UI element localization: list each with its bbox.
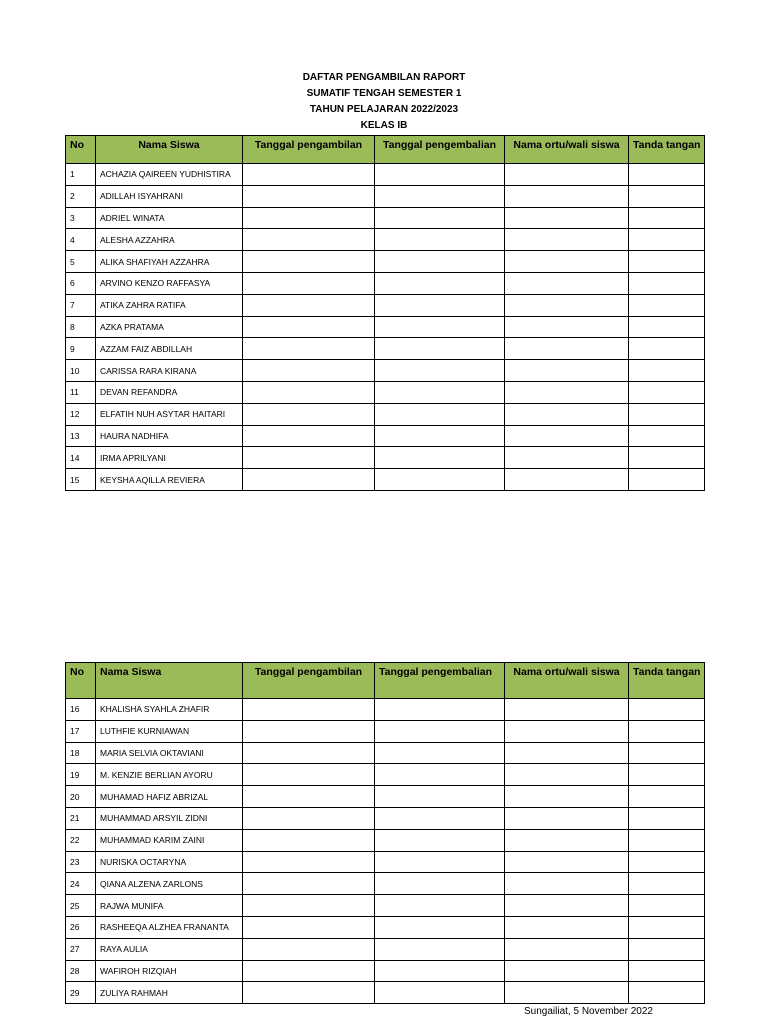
cell-return-date bbox=[375, 229, 505, 251]
table-row bbox=[66, 807, 705, 829]
cell-parent-name bbox=[505, 447, 629, 469]
cell-no: 5 bbox=[66, 251, 96, 273]
cell-parent-name bbox=[505, 938, 629, 960]
cell-no: 23 bbox=[66, 851, 96, 873]
cell-pickup-date bbox=[243, 764, 375, 786]
cell-pickup-date bbox=[243, 916, 375, 938]
cell-parent-name bbox=[505, 403, 629, 425]
cell-student-name: QIANA ALZENA ZARLONS bbox=[96, 873, 243, 895]
cell-pickup-date bbox=[243, 829, 375, 851]
cell-student-name: MUHAMMAD ARSYIL ZIDNI bbox=[96, 807, 243, 829]
table-row bbox=[66, 982, 705, 1004]
cell-return-date bbox=[375, 381, 505, 403]
cell-student-name: ACHAZIA QAIREEN YUDHISTIRA bbox=[96, 164, 243, 186]
cell-return-date bbox=[375, 272, 505, 294]
table-header-row bbox=[66, 663, 705, 699]
cell-no: 14 bbox=[66, 447, 96, 469]
cell-parent-name bbox=[505, 895, 629, 917]
cell-signature bbox=[629, 447, 705, 469]
cell-return-date bbox=[375, 251, 505, 273]
cell-no: 22 bbox=[66, 829, 96, 851]
cell-student-name: WAFIROH RIZQIAH bbox=[96, 960, 243, 982]
cell-signature bbox=[629, 982, 705, 1004]
table-row bbox=[66, 895, 705, 917]
cell-signature bbox=[629, 873, 705, 895]
cell-parent-name bbox=[505, 960, 629, 982]
cell-signature bbox=[629, 851, 705, 873]
cell-pickup-date bbox=[243, 316, 375, 338]
table-header-row bbox=[66, 136, 705, 164]
cell-pickup-date bbox=[243, 425, 375, 447]
table-row bbox=[66, 294, 705, 316]
cell-signature bbox=[629, 381, 705, 403]
cell-no: 3 bbox=[66, 207, 96, 229]
table-row bbox=[66, 829, 705, 851]
cell-parent-name bbox=[505, 425, 629, 447]
cell-no: 25 bbox=[66, 895, 96, 917]
cell-return-date bbox=[375, 360, 505, 382]
cell-student-name: HAURA NADHIFA bbox=[96, 425, 243, 447]
table-row bbox=[66, 381, 705, 403]
cell-parent-name bbox=[505, 699, 629, 721]
cell-signature bbox=[629, 425, 705, 447]
cell-return-date bbox=[375, 938, 505, 960]
cell-no: 13 bbox=[66, 425, 96, 447]
table-row bbox=[66, 425, 705, 447]
cell-return-date bbox=[375, 895, 505, 917]
cell-student-name: ADRIEL WINATA bbox=[96, 207, 243, 229]
cell-student-name: LUTHFIE KURNIAWAN bbox=[96, 720, 243, 742]
cell-return-date bbox=[375, 829, 505, 851]
column-header-pickup-date: Tanggal pengambilan bbox=[243, 136, 375, 164]
cell-parent-name bbox=[505, 807, 629, 829]
cell-parent-name bbox=[505, 272, 629, 294]
cell-student-name: ALESHA AZZAHRA bbox=[96, 229, 243, 251]
table-body bbox=[66, 164, 705, 491]
cell-return-date bbox=[375, 294, 505, 316]
cell-parent-name bbox=[505, 742, 629, 764]
cell-pickup-date bbox=[243, 360, 375, 382]
table-row bbox=[66, 229, 705, 251]
title-line-3: TAHUN PELAJARAN 2022/2023 bbox=[309, 104, 459, 115]
cell-student-name: CARISSA RARA KIRANA bbox=[96, 360, 243, 382]
table-row bbox=[66, 316, 705, 338]
cell-signature bbox=[629, 272, 705, 294]
column-header-signature: Tanda tangan bbox=[629, 663, 705, 699]
table-row bbox=[66, 185, 705, 207]
table-body bbox=[66, 699, 705, 1004]
cell-parent-name bbox=[505, 229, 629, 251]
cell-signature bbox=[629, 960, 705, 982]
column-header-pickup-date: Tanggal pengambilan bbox=[243, 663, 375, 699]
column-header-name: Nama Siswa bbox=[96, 136, 243, 164]
cell-parent-name bbox=[505, 294, 629, 316]
cell-no: 29 bbox=[66, 982, 96, 1004]
cell-pickup-date bbox=[243, 742, 375, 764]
cell-no: 1 bbox=[66, 164, 96, 186]
cell-no: 15 bbox=[66, 469, 96, 491]
cell-student-name: M. KENZIE BERLIAN AYORU bbox=[96, 764, 243, 786]
cell-student-name: AZZAM FAIZ ABDILLAH bbox=[96, 338, 243, 360]
cell-signature bbox=[629, 360, 705, 382]
cell-no: 10 bbox=[66, 360, 96, 382]
cell-pickup-date bbox=[243, 938, 375, 960]
cell-student-name: ALIKA SHAFIYAH AZZAHRA bbox=[96, 251, 243, 273]
cell-no: 27 bbox=[66, 938, 96, 960]
roster-table-2 bbox=[65, 662, 705, 1004]
cell-signature bbox=[629, 229, 705, 251]
table-row bbox=[66, 207, 705, 229]
cell-no: 28 bbox=[66, 960, 96, 982]
cell-no: 18 bbox=[66, 742, 96, 764]
cell-student-name: RASHEEQA ALZHEA FRANANTA bbox=[96, 916, 243, 938]
cell-return-date bbox=[375, 982, 505, 1004]
table-row bbox=[66, 851, 705, 873]
table-row bbox=[66, 764, 705, 786]
table-row bbox=[66, 447, 705, 469]
cell-student-name: MUHAMAD HAFIZ ABRIZAL bbox=[96, 786, 243, 808]
cell-return-date bbox=[375, 185, 505, 207]
cell-no: 7 bbox=[66, 294, 96, 316]
cell-parent-name bbox=[505, 207, 629, 229]
cell-return-date bbox=[375, 786, 505, 808]
column-header-no: No bbox=[66, 663, 96, 699]
cell-signature bbox=[629, 764, 705, 786]
cell-return-date bbox=[375, 851, 505, 873]
table-row bbox=[66, 251, 705, 273]
cell-pickup-date bbox=[243, 807, 375, 829]
cell-signature bbox=[629, 251, 705, 273]
cell-student-name: ATIKA ZAHRA RATIFA bbox=[96, 294, 243, 316]
cell-pickup-date bbox=[243, 469, 375, 491]
cell-student-name: AZKA PRATAMA bbox=[96, 316, 243, 338]
cell-signature bbox=[629, 699, 705, 721]
cell-return-date bbox=[375, 425, 505, 447]
cell-pickup-date bbox=[243, 960, 375, 982]
cell-student-name: RAJWA MUNIFA bbox=[96, 895, 243, 917]
table-row bbox=[66, 938, 705, 960]
table-row bbox=[66, 742, 705, 764]
cell-return-date bbox=[375, 916, 505, 938]
cell-no: 8 bbox=[66, 316, 96, 338]
cell-signature bbox=[629, 720, 705, 742]
document-title-block bbox=[0, 70, 768, 134]
cell-parent-name bbox=[505, 164, 629, 186]
cell-return-date bbox=[375, 720, 505, 742]
column-header-name: Nama Siswa bbox=[96, 663, 243, 699]
cell-return-date bbox=[375, 164, 505, 186]
cell-return-date bbox=[375, 742, 505, 764]
title-line-2: SUMATIF TENGAH SEMESTER 1 bbox=[306, 88, 462, 99]
table-row bbox=[66, 403, 705, 425]
cell-return-date bbox=[375, 873, 505, 895]
cell-parent-name bbox=[505, 338, 629, 360]
cell-parent-name bbox=[505, 360, 629, 382]
cell-no: 12 bbox=[66, 403, 96, 425]
cell-return-date bbox=[375, 316, 505, 338]
column-header-parent-name: Nama ortu/wali siswa bbox=[505, 136, 629, 164]
cell-pickup-date bbox=[243, 873, 375, 895]
cell-parent-name bbox=[505, 720, 629, 742]
cell-no: 9 bbox=[66, 338, 96, 360]
cell-student-name: ZULIYA RAHMAH bbox=[96, 982, 243, 1004]
cell-pickup-date bbox=[243, 294, 375, 316]
cell-student-name: NURISKA OCTARYNA bbox=[96, 851, 243, 873]
cell-signature bbox=[629, 164, 705, 186]
cell-no: 16 bbox=[66, 699, 96, 721]
cell-signature bbox=[629, 807, 705, 829]
cell-return-date bbox=[375, 447, 505, 469]
column-header-signature: Tanda tangan bbox=[629, 136, 705, 164]
cell-signature bbox=[629, 316, 705, 338]
table-row bbox=[66, 960, 705, 982]
cell-pickup-date bbox=[243, 447, 375, 469]
column-header-parent-name: Nama ortu/wali siswa bbox=[505, 663, 629, 699]
cell-no: 17 bbox=[66, 720, 96, 742]
cell-signature bbox=[629, 403, 705, 425]
cell-no: 6 bbox=[66, 272, 96, 294]
cell-parent-name bbox=[505, 916, 629, 938]
table-row bbox=[66, 873, 705, 895]
cell-student-name: RAYA AULIA bbox=[96, 938, 243, 960]
cell-no: 24 bbox=[66, 873, 96, 895]
table-row bbox=[66, 786, 705, 808]
cell-student-name: KHALISHA SYAHLA ZHAFIR bbox=[96, 699, 243, 721]
cell-signature bbox=[629, 938, 705, 960]
cell-pickup-date bbox=[243, 338, 375, 360]
cell-student-name: KEYSHA AQILLA REVIERA bbox=[96, 469, 243, 491]
cell-pickup-date bbox=[243, 895, 375, 917]
table-row bbox=[66, 916, 705, 938]
cell-pickup-date bbox=[243, 786, 375, 808]
cell-no: 4 bbox=[66, 229, 96, 251]
cell-student-name: ELFATIH NUH ASYTAR HAITARI bbox=[96, 403, 243, 425]
cell-pickup-date bbox=[243, 699, 375, 721]
cell-parent-name bbox=[505, 982, 629, 1004]
cell-no: 11 bbox=[66, 381, 96, 403]
cell-parent-name bbox=[505, 381, 629, 403]
cell-return-date bbox=[375, 403, 505, 425]
cell-signature bbox=[629, 916, 705, 938]
cell-return-date bbox=[375, 207, 505, 229]
cell-parent-name bbox=[505, 786, 629, 808]
table-row bbox=[66, 720, 705, 742]
title-line-1: DAFTAR PENGAMBILAN RAPORT bbox=[302, 72, 466, 83]
cell-no: 20 bbox=[66, 786, 96, 808]
cell-signature bbox=[629, 742, 705, 764]
cell-no: 2 bbox=[66, 185, 96, 207]
cell-no: 21 bbox=[66, 807, 96, 829]
cell-pickup-date bbox=[243, 851, 375, 873]
cell-signature bbox=[629, 185, 705, 207]
cell-pickup-date bbox=[243, 251, 375, 273]
table-row bbox=[66, 272, 705, 294]
table-row bbox=[66, 699, 705, 721]
table-row bbox=[66, 360, 705, 382]
cell-no: 26 bbox=[66, 916, 96, 938]
cell-return-date bbox=[375, 699, 505, 721]
column-header-return-date: Tanggal pengembalian bbox=[375, 663, 505, 699]
cell-signature bbox=[629, 338, 705, 360]
table-row bbox=[66, 338, 705, 360]
cell-student-name: ARVINO KENZO RAFFASYA bbox=[96, 272, 243, 294]
cell-parent-name bbox=[505, 829, 629, 851]
cell-pickup-date bbox=[243, 185, 375, 207]
cell-student-name: DEVAN REFANDRA bbox=[96, 381, 243, 403]
cell-student-name: MARIA SELVIA OKTAVIANI bbox=[96, 742, 243, 764]
cell-return-date bbox=[375, 960, 505, 982]
cell-pickup-date bbox=[243, 982, 375, 1004]
cell-parent-name bbox=[505, 873, 629, 895]
place-date-line: Sungailiat, 5 November 2022 bbox=[524, 1006, 653, 1017]
cell-signature bbox=[629, 207, 705, 229]
table-row bbox=[66, 164, 705, 186]
cell-student-name: MUHAMMAD KARIM ZAINI bbox=[96, 829, 243, 851]
cell-pickup-date bbox=[243, 229, 375, 251]
cell-signature bbox=[629, 786, 705, 808]
cell-pickup-date bbox=[243, 272, 375, 294]
column-header-no: No bbox=[66, 136, 96, 164]
roster-table-1 bbox=[65, 135, 705, 491]
cell-signature bbox=[629, 829, 705, 851]
cell-signature bbox=[629, 895, 705, 917]
table-row bbox=[66, 469, 705, 491]
cell-return-date bbox=[375, 764, 505, 786]
title-line-4: KELAS IB bbox=[360, 120, 408, 131]
cell-pickup-date bbox=[243, 720, 375, 742]
cell-pickup-date bbox=[243, 164, 375, 186]
cell-return-date bbox=[375, 338, 505, 360]
cell-signature bbox=[629, 469, 705, 491]
cell-parent-name bbox=[505, 851, 629, 873]
cell-parent-name bbox=[505, 251, 629, 273]
cell-parent-name bbox=[505, 764, 629, 786]
cell-parent-name bbox=[505, 316, 629, 338]
cell-no: 19 bbox=[66, 764, 96, 786]
cell-parent-name bbox=[505, 469, 629, 491]
cell-pickup-date bbox=[243, 207, 375, 229]
cell-signature bbox=[629, 294, 705, 316]
cell-pickup-date bbox=[243, 381, 375, 403]
cell-return-date bbox=[375, 469, 505, 491]
cell-return-date bbox=[375, 807, 505, 829]
cell-parent-name bbox=[505, 185, 629, 207]
column-header-return-date: Tanggal pengembalian bbox=[375, 136, 505, 164]
cell-student-name: IRMA APRILYANI bbox=[96, 447, 243, 469]
cell-student-name: ADILLAH ISYAHRANI bbox=[96, 185, 243, 207]
cell-pickup-date bbox=[243, 403, 375, 425]
